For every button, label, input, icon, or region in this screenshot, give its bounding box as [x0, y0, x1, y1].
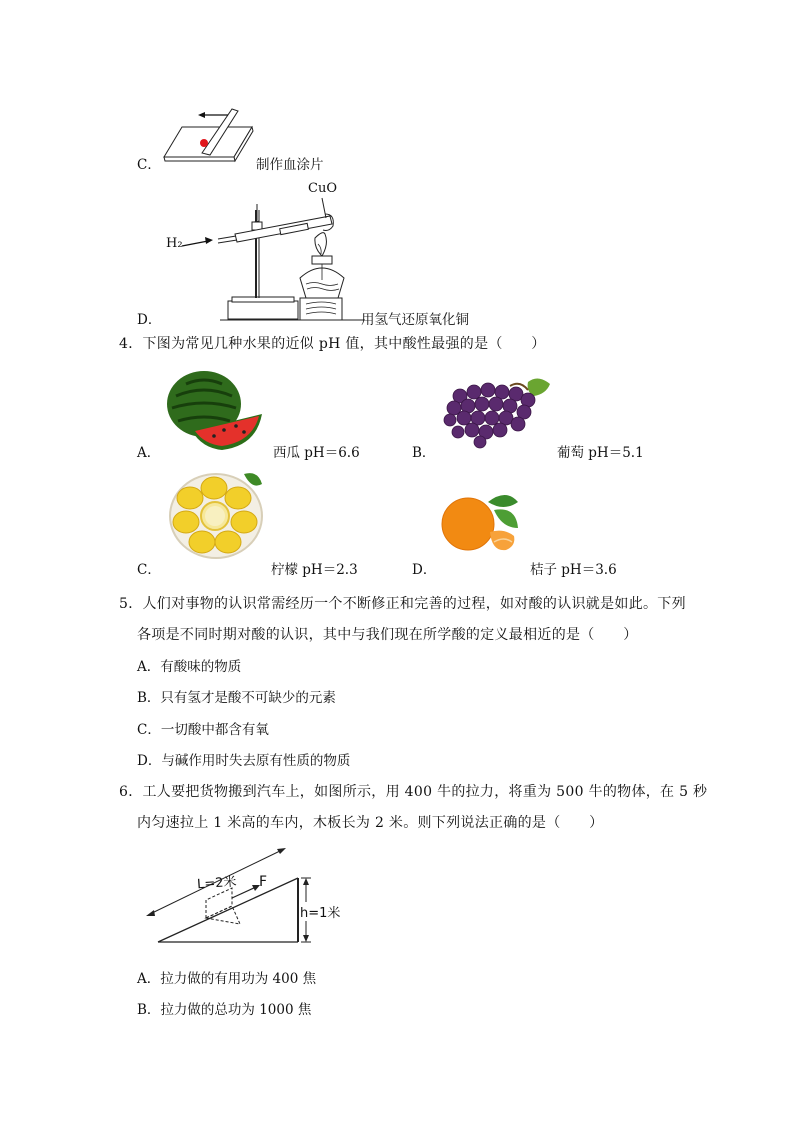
q5-stem-line1: 5．人们对事物的认识常需经历一个不断修正和完善的过程，如对酸的认识就是如此。下列	[119, 596, 686, 612]
lemon-icon	[168, 468, 264, 560]
q4-option-b-letter: B．	[412, 445, 436, 461]
q5-option-a: A．有酸味的物质	[137, 659, 242, 675]
force-label: F	[259, 874, 268, 890]
inclined-plane-diagram	[140, 840, 350, 950]
q4-option-d-letter: D．	[412, 562, 437, 578]
q3-option-c-caption: 制作血涂片	[256, 157, 324, 173]
cuo-label: CuO	[308, 181, 337, 196]
q4-stem: 4．下图为常见几种水果的近似 pH 值，其中酸性最强的是（ ）	[119, 336, 546, 352]
q4-option-c-caption: 柠檬 pH＝2.3	[271, 562, 358, 578]
q6-stem-line1: 6．工人要把货物搬到汽车上，如图所示，用 400 牛的拉力，将重为 500 牛的物体，在 5 秒	[119, 784, 708, 800]
h2-label: H₂	[166, 236, 183, 251]
q6-option-a: A．拉力做的有用功为 400 焦	[137, 971, 317, 987]
q6-option-b: B．拉力做的总功为 1000 焦	[137, 1002, 312, 1018]
q3-option-d-letter: D．	[137, 312, 162, 328]
q4-option-a-caption: 西瓜 pH＝6.6	[273, 445, 360, 461]
q5-option-b: B．只有氢才是酸不可缺少的元素	[137, 690, 336, 706]
q5-option-c: C．一切酸中都含有氧	[137, 722, 269, 738]
q4-option-d-caption: 桔子 pH＝3.6	[530, 562, 617, 578]
blood-smear-illustration	[160, 105, 260, 165]
hydrogen-reduction-apparatus	[160, 180, 360, 325]
q5-stem-line2: 各项是不同时期对酸的认识，其中与我们现在所学酸的定义最相近的是（ ）	[137, 627, 638, 643]
q3-option-d-caption: 用氢气还原氧化铜	[361, 312, 469, 328]
q5-option-d: D．与碱作用时失去原有性质的物质	[137, 753, 351, 769]
length-label: L=2米	[196, 874, 238, 893]
watermelon-icon	[164, 366, 269, 454]
orange-icon	[440, 492, 525, 554]
q3-option-c-letter: C．	[137, 157, 161, 173]
q4-option-b-caption: 葡萄 pH＝5.1	[557, 445, 644, 461]
q6-stem-line2: 内匀速拉上 1 米高的车内，木板长为 2 米。则下列说法正确的是（ ）	[137, 815, 604, 831]
q4-option-a-letter: A．	[137, 445, 161, 461]
height-label: h=1米	[300, 902, 340, 921]
q4-option-c-letter: C．	[137, 562, 161, 578]
grapes-icon	[440, 372, 558, 452]
